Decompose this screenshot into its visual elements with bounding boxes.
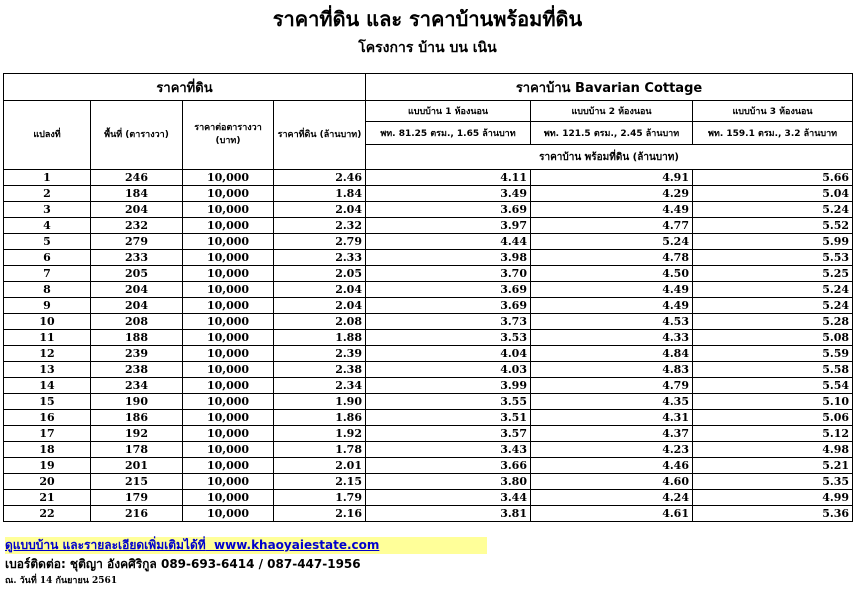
plot-number: 11 xyxy=(4,330,91,346)
area-value: 205 xyxy=(91,266,183,282)
area-value: 208 xyxy=(91,314,183,330)
land-price-value: 2.15 xyxy=(274,474,366,490)
table-row xyxy=(4,426,853,442)
house-1-price: 4.04 xyxy=(366,346,531,362)
house-3-price: 5.58 xyxy=(693,362,853,378)
house-3-price: 5.04 xyxy=(693,186,853,202)
house-type-1-spec: พท. 81.25 ตรม., 1.65 ล้านบาท xyxy=(366,122,531,145)
area-value: 215 xyxy=(91,474,183,490)
area-value: 216 xyxy=(91,506,183,522)
plot-number: 20 xyxy=(4,474,91,490)
price-per-wah-value: 10,000 xyxy=(183,202,274,218)
land-price-value: 2.04 xyxy=(274,298,366,314)
land-price-value: 2.32 xyxy=(274,218,366,234)
price-per-wah-value: 10,000 xyxy=(183,298,274,314)
house-2-price: 4.53 xyxy=(531,314,693,330)
plot-number: 9 xyxy=(4,298,91,314)
land-price-value: 1.92 xyxy=(274,426,366,442)
house-1-price: 3.69 xyxy=(366,298,531,314)
house-1-price: 3.43 xyxy=(366,442,531,458)
house-3-price: 5.59 xyxy=(693,346,853,362)
house-2-price: 4.24 xyxy=(531,490,693,506)
house-1-price: 3.81 xyxy=(366,506,531,522)
land-price-value: 1.86 xyxy=(274,410,366,426)
house-1-price: 3.73 xyxy=(366,314,531,330)
house-3-price: 5.24 xyxy=(693,202,853,218)
table-row xyxy=(4,202,853,218)
area-value: 232 xyxy=(91,218,183,234)
price-per-wah-value: 10,000 xyxy=(183,170,274,186)
table-row xyxy=(4,186,853,202)
house-3-price: 5.24 xyxy=(693,298,853,314)
table-row xyxy=(4,298,853,314)
price-per-wah-value: 10,000 xyxy=(183,458,274,474)
house-2-price: 4.35 xyxy=(531,394,693,410)
house-2-price: 4.33 xyxy=(531,330,693,346)
area-value: 233 xyxy=(91,250,183,266)
plot-number: 3 xyxy=(4,202,91,218)
table-row xyxy=(4,218,853,234)
plot-number: 15 xyxy=(4,394,91,410)
house-3-price: 5.10 xyxy=(693,394,853,410)
house-2-price: 4.61 xyxy=(531,506,693,522)
table-row xyxy=(4,506,853,522)
house-2-price: 4.49 xyxy=(531,298,693,314)
house-2-price: 4.29 xyxy=(531,186,693,202)
land-price-value: 2.34 xyxy=(274,378,366,394)
price-per-wah-value: 10,000 xyxy=(183,218,274,234)
house-1-price: 3.80 xyxy=(366,474,531,490)
house-3-price: 5.24 xyxy=(693,282,853,298)
price-per-wah-value: 10,000 xyxy=(183,410,274,426)
house-2-price: 4.31 xyxy=(531,410,693,426)
house-2-price: 4.83 xyxy=(531,362,693,378)
house-1-price: 3.69 xyxy=(366,282,531,298)
house-3-price: 5.36 xyxy=(693,506,853,522)
price-per-wah-value: 10,000 xyxy=(183,506,274,522)
house-2-price: 4.46 xyxy=(531,458,693,474)
house-type-3-name: แบบบ้าน 3 ห้องนอน xyxy=(693,101,853,122)
house-3-price: 5.54 xyxy=(693,378,853,394)
house-1-price: 3.55 xyxy=(366,394,531,410)
house-1-price: 4.11 xyxy=(366,170,531,186)
more-info-line xyxy=(5,537,487,554)
area-value: 246 xyxy=(91,170,183,186)
contact-line: เบอร์ติดต่อ: ชุติญา อังคศิริกูล 089-693-6414 / 087-447-1956 xyxy=(5,557,361,571)
plot-number: 7 xyxy=(4,266,91,282)
land-price-value: 2.79 xyxy=(274,234,366,250)
table-row xyxy=(4,474,853,490)
land-price-value: 1.88 xyxy=(274,330,366,346)
price-per-wah-value: 10,000 xyxy=(183,186,274,202)
plot-number: 8 xyxy=(4,282,91,298)
table-row xyxy=(4,170,853,186)
area-value: 186 xyxy=(91,410,183,426)
area-value: 184 xyxy=(91,186,183,202)
plot-column-header: แปลงที่ xyxy=(4,101,91,170)
table-row xyxy=(4,442,853,458)
price-per-wah-value: 10,000 xyxy=(183,314,274,330)
table-row xyxy=(4,314,853,330)
house-2-price: 5.24 xyxy=(531,234,693,250)
house-type-3-spec: พท. 159.1 ตรม., 3.2 ล้านบาท xyxy=(693,122,853,145)
price-per-wah-column-header: ราคาต่อตารางวา (บาท) xyxy=(183,101,274,170)
house-3-price: 5.06 xyxy=(693,410,853,426)
price-per-wah-value: 10,000 xyxy=(183,426,274,442)
plot-number: 2 xyxy=(4,186,91,202)
house-1-price: 3.66 xyxy=(366,458,531,474)
land-price-value: 2.04 xyxy=(274,282,366,298)
table-row xyxy=(4,378,853,394)
area-value: 188 xyxy=(91,330,183,346)
price-table-body xyxy=(4,170,853,522)
project-subtitle: โครงการ บ้าน บน เนิน xyxy=(358,40,497,56)
table-row xyxy=(4,410,853,426)
house-type-2-name: แบบบ้าน 2 ห้องนอน xyxy=(531,101,693,122)
price-per-wah-value: 10,000 xyxy=(183,490,274,506)
table-row xyxy=(4,250,853,266)
plot-number: 14 xyxy=(4,378,91,394)
table-row xyxy=(4,266,853,282)
house-1-price: 4.03 xyxy=(366,362,531,378)
house-3-price: 5.53 xyxy=(693,250,853,266)
house-3-price: 5.52 xyxy=(693,218,853,234)
plot-number: 10 xyxy=(4,314,91,330)
house-2-price: 4.37 xyxy=(531,426,693,442)
land-price-value: 1.78 xyxy=(274,442,366,458)
house-2-price: 4.49 xyxy=(531,202,693,218)
website-url: www.khaoyaiestate.com xyxy=(214,538,380,552)
area-column-header: พื้นที่ (ตารางวา) xyxy=(91,101,183,170)
table-row xyxy=(4,490,853,506)
area-value: 179 xyxy=(91,490,183,506)
house-type-1-name: แบบบ้าน 1 ห้องนอน xyxy=(366,101,531,122)
area-value: 238 xyxy=(91,362,183,378)
table-row xyxy=(4,234,853,250)
plot-number: 4 xyxy=(4,218,91,234)
land-price-value: 2.38 xyxy=(274,362,366,378)
area-value: 204 xyxy=(91,202,183,218)
house-3-price: 5.25 xyxy=(693,266,853,282)
area-value: 204 xyxy=(91,282,183,298)
house-2-price: 4.77 xyxy=(531,218,693,234)
plot-number: 13 xyxy=(4,362,91,378)
price-per-wah-value: 10,000 xyxy=(183,378,274,394)
land-price-value: 2.46 xyxy=(274,170,366,186)
land-price-value: 2.16 xyxy=(274,506,366,522)
area-value: 204 xyxy=(91,298,183,314)
house-1-price: 3.70 xyxy=(366,266,531,282)
table-row xyxy=(4,282,853,298)
land-price-value: 2.01 xyxy=(274,458,366,474)
house-with-land-header: ราคาบ้าน พร้อมที่ดิน (ล้านบาท) xyxy=(366,145,853,170)
date-line: ณ. วันที่ 14 กันยายน 2561 xyxy=(5,576,118,586)
plot-number: 16 xyxy=(4,410,91,426)
plot-number: 22 xyxy=(4,506,91,522)
house-3-price: 4.99 xyxy=(693,490,853,506)
plot-number: 5 xyxy=(4,234,91,250)
land-price-column-header: ราคาที่ดิน (ล้านบาท) xyxy=(274,101,366,170)
house-2-price: 4.60 xyxy=(531,474,693,490)
house-2-price: 4.23 xyxy=(531,442,693,458)
land-price-value: 1.84 xyxy=(274,186,366,202)
price-per-wah-value: 10,000 xyxy=(183,266,274,282)
area-value: 201 xyxy=(91,458,183,474)
page-title: ราคาที่ดิน และ ราคาบ้านพร้อมที่ดิน xyxy=(272,7,583,31)
table-row xyxy=(4,458,853,474)
house-1-price: 3.44 xyxy=(366,490,531,506)
price-per-wah-value: 10,000 xyxy=(183,442,274,458)
plot-number: 18 xyxy=(4,442,91,458)
land-price-value: 2.39 xyxy=(274,346,366,362)
table-row xyxy=(4,330,853,346)
price-per-wah-value: 10,000 xyxy=(183,394,274,410)
house-3-price: 5.12 xyxy=(693,426,853,442)
land-price-value: 1.90 xyxy=(274,394,366,410)
house-2-price: 4.79 xyxy=(531,378,693,394)
price-per-wah-value: 10,000 xyxy=(183,346,274,362)
price-per-wah-value: 10,000 xyxy=(183,330,274,346)
price-per-wah-value: 10,000 xyxy=(183,362,274,378)
house-3-price: 5.99 xyxy=(693,234,853,250)
house-3-price: 5.66 xyxy=(693,170,853,186)
house-2-price: 4.49 xyxy=(531,282,693,298)
price-per-wah-value: 10,000 xyxy=(183,234,274,250)
land-price-value: 2.33 xyxy=(274,250,366,266)
area-value: 192 xyxy=(91,426,183,442)
house-3-price: 5.21 xyxy=(693,458,853,474)
price-per-wah-value: 10,000 xyxy=(183,250,274,266)
house-3-price: 5.28 xyxy=(693,314,853,330)
house-1-price: 4.44 xyxy=(366,234,531,250)
land-price-value: 2.04 xyxy=(274,202,366,218)
house-1-price: 3.97 xyxy=(366,218,531,234)
plot-number: 21 xyxy=(4,490,91,506)
area-value: 279 xyxy=(91,234,183,250)
house-2-price: 4.84 xyxy=(531,346,693,362)
price-per-wah-value: 10,000 xyxy=(183,474,274,490)
house-1-price: 3.49 xyxy=(366,186,531,202)
house-price-group-header: ราคาบ้าน Bavarian Cottage xyxy=(366,74,853,101)
house-2-price: 4.78 xyxy=(531,250,693,266)
table-row xyxy=(4,346,853,362)
house-type-2-spec: พท. 121.5 ตรม., 2.45 ล้านบาท xyxy=(531,122,693,145)
house-1-price: 3.69 xyxy=(366,202,531,218)
house-3-price: 5.08 xyxy=(693,330,853,346)
price-table xyxy=(3,73,853,522)
house-1-price: 3.99 xyxy=(366,378,531,394)
plot-number: 12 xyxy=(4,346,91,362)
price-per-wah-value: 10,000 xyxy=(183,282,274,298)
house-2-price: 4.91 xyxy=(531,170,693,186)
plot-number: 17 xyxy=(4,426,91,442)
more-info-text: ดูแบบบ้าน และรายละเอียดเพิ่มเติมได้ที่ xyxy=(5,538,206,552)
house-1-price: 3.53 xyxy=(366,330,531,346)
area-value: 239 xyxy=(91,346,183,362)
plot-number: 1 xyxy=(4,170,91,186)
website-link[interactable] xyxy=(5,538,379,552)
area-value: 234 xyxy=(91,378,183,394)
area-value: 178 xyxy=(91,442,183,458)
area-value: 190 xyxy=(91,394,183,410)
house-3-price: 5.35 xyxy=(693,474,853,490)
land-price-group-header: ราคาที่ดิน xyxy=(4,74,366,101)
house-1-price: 3.98 xyxy=(366,250,531,266)
plot-number: 19 xyxy=(4,458,91,474)
house-2-price: 4.50 xyxy=(531,266,693,282)
land-price-value: 2.08 xyxy=(274,314,366,330)
plot-number: 6 xyxy=(4,250,91,266)
house-1-price: 3.57 xyxy=(366,426,531,442)
house-1-price: 3.51 xyxy=(366,410,531,426)
house-3-price: 4.98 xyxy=(693,442,853,458)
table-row xyxy=(4,394,853,410)
land-price-value: 2.05 xyxy=(274,266,366,282)
land-price-value: 1.79 xyxy=(274,490,366,506)
table-row xyxy=(4,362,853,378)
